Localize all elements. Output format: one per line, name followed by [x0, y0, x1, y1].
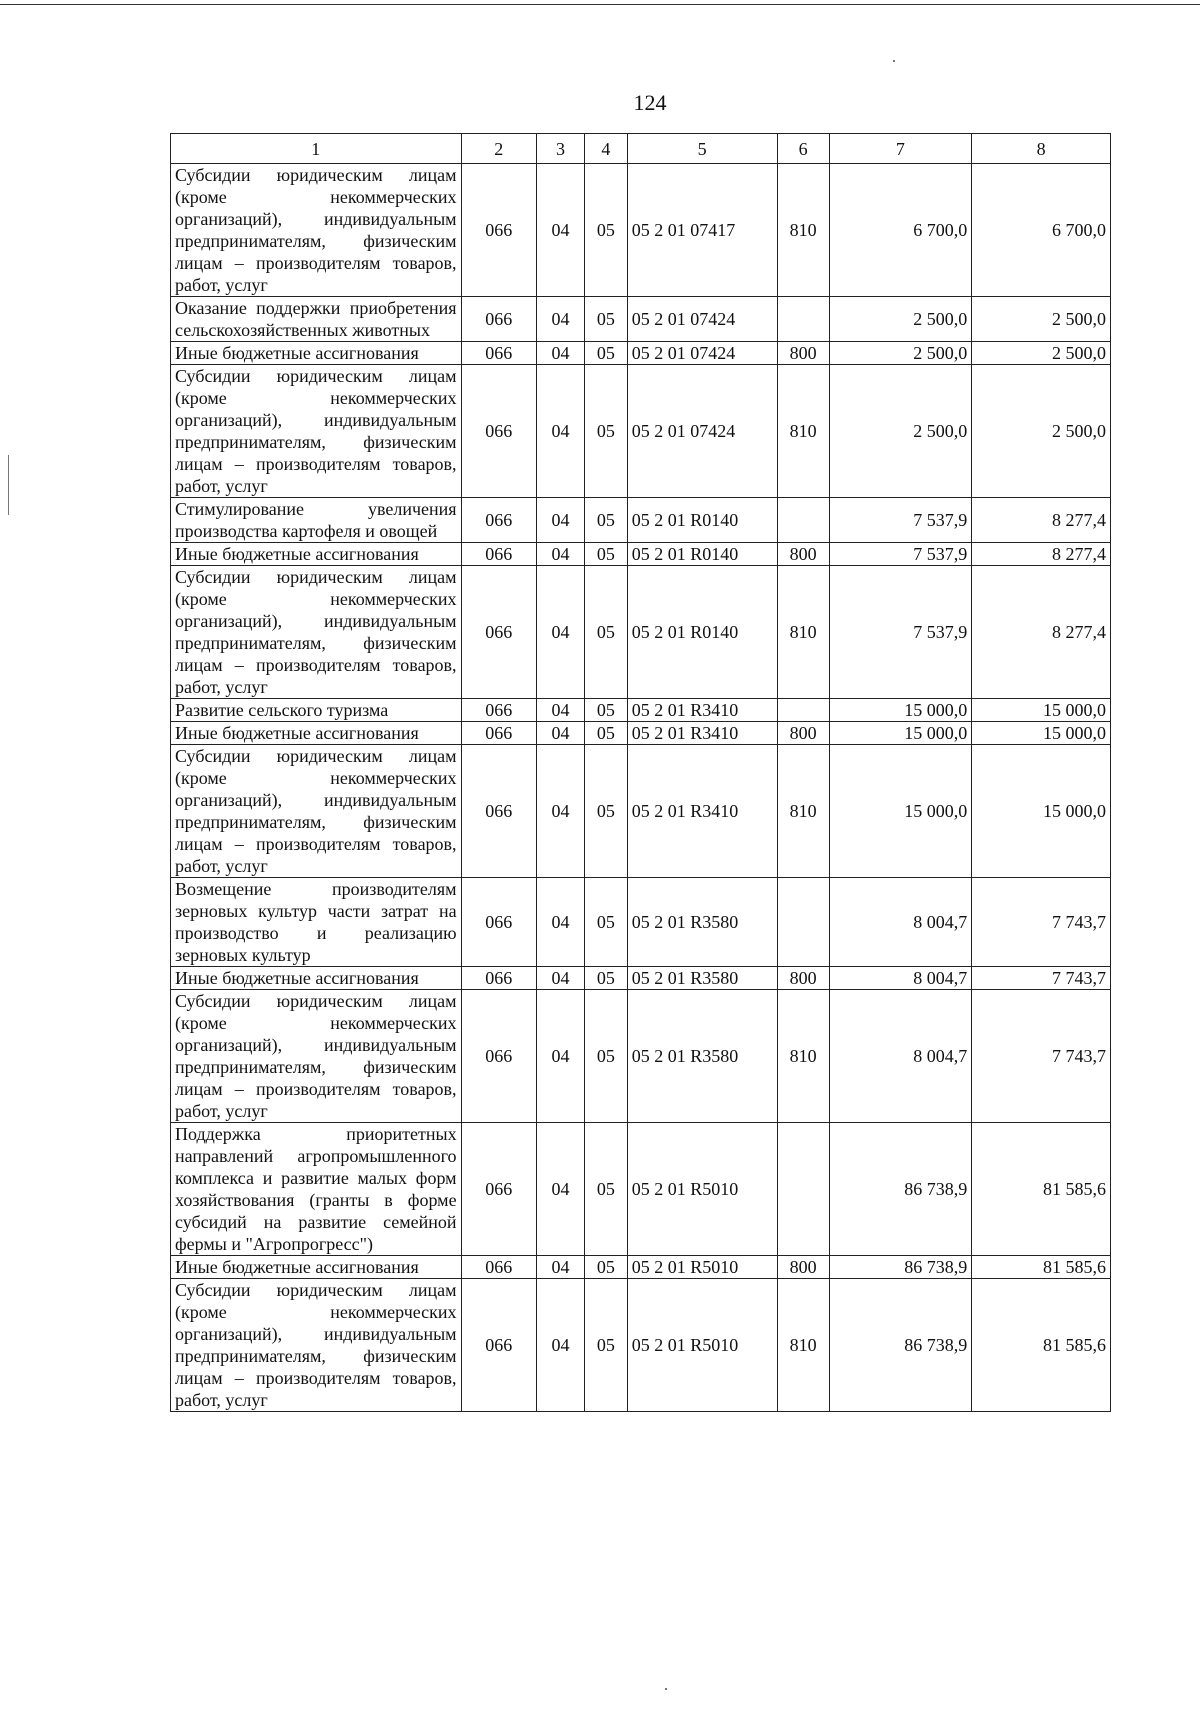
- row-name-cell: Развитие сельского туризма: [171, 699, 462, 722]
- row-target-article-cell: 05 2 01 R0140: [627, 543, 777, 566]
- row-subsection-cell: 05: [584, 722, 627, 745]
- table-row: [171, 543, 1111, 566]
- row-name-cell: Возмещение производителям зерновых культур части затрат на производство и реализацию зерновых культур: [171, 878, 462, 967]
- row-subsection-cell: 05: [584, 990, 627, 1123]
- row-section-cell: 04: [537, 878, 585, 967]
- row-name-cell: Поддержка приоритетных направлений агропромышленного комплекса и развитие малых форм хозяйствования (гранты в форме субсидий на развитие семейной фермы и "Агропрогресс"): [171, 1123, 462, 1256]
- row-amount-year2-cell: 2 500,0: [972, 297, 1111, 342]
- table-row: [171, 566, 1111, 699]
- row-expense-type-cell: [777, 297, 829, 342]
- row-amount-year2-cell: 15 000,0: [972, 699, 1111, 722]
- row-ministry-code-cell: 066: [461, 878, 536, 967]
- row-ministry-code-cell: 066: [461, 990, 536, 1123]
- row-target-article-cell: 05 2 01 R5010: [627, 1279, 777, 1412]
- row-ministry-code-cell: 066: [461, 365, 536, 498]
- header-col-1: 1: [171, 134, 462, 164]
- row-name-cell: Иные бюджетные ассигнования: [171, 543, 462, 566]
- row-amount-year1-cell: 6 700,0: [829, 164, 972, 297]
- row-amount-year1-cell: 8 004,7: [829, 990, 972, 1123]
- row-subsection-cell: 05: [584, 699, 627, 722]
- table-body: [171, 164, 1111, 1412]
- row-target-article-cell: 05 2 01 R3580: [627, 990, 777, 1123]
- header-col-5: 5: [627, 134, 777, 164]
- row-section-cell: 04: [537, 699, 585, 722]
- row-section-cell: 04: [537, 342, 585, 365]
- scan-artifact: [8, 455, 9, 515]
- row-name-cell: Иные бюджетные ассигнования: [171, 342, 462, 365]
- header-col-2: 2: [461, 134, 536, 164]
- row-section-cell: 04: [537, 722, 585, 745]
- row-target-article-cell: 05 2 01 R3410: [627, 745, 777, 878]
- row-ministry-code-cell: 066: [461, 297, 536, 342]
- row-name-cell: Иные бюджетные ассигнования: [171, 1256, 462, 1279]
- row-subsection-cell: 05: [584, 164, 627, 297]
- row-name-cell: Субсидии юридическим лицам (кроме некоммерческих организаций), индивидуальным предпринимателям, физическим лицам – производителям товаров, работ, услуг: [171, 1279, 462, 1412]
- table-row: [171, 1256, 1111, 1279]
- row-subsection-cell: 05: [584, 297, 627, 342]
- table-header: [171, 134, 1111, 164]
- row-target-article-cell: 05 2 01 R5010: [627, 1123, 777, 1256]
- row-expense-type-cell: [777, 699, 829, 722]
- row-name-cell: Иные бюджетные ассигнования: [171, 967, 462, 990]
- table-row: [171, 722, 1111, 745]
- row-section-cell: 04: [537, 297, 585, 342]
- row-amount-year1-cell: 7 537,9: [829, 566, 972, 699]
- row-name-cell: Субсидии юридическим лицам (кроме некоммерческих организаций), индивидуальным предпринимателям, физическим лицам – производителям товаров, работ, услуг: [171, 745, 462, 878]
- row-amount-year2-cell: 7 743,7: [972, 967, 1111, 990]
- row-amount-year1-cell: 7 537,9: [829, 498, 972, 543]
- row-target-article-cell: 05 2 01 07424: [627, 365, 777, 498]
- row-target-article-cell: 05 2 01 R3410: [627, 722, 777, 745]
- row-amount-year1-cell: 8 004,7: [829, 878, 972, 967]
- row-amount-year2-cell: 81 585,6: [972, 1256, 1111, 1279]
- row-expense-type-cell: 800: [777, 543, 829, 566]
- row-ministry-code-cell: 066: [461, 1123, 536, 1256]
- row-amount-year2-cell: 6 700,0: [972, 164, 1111, 297]
- row-amount-year1-cell: 15 000,0: [829, 745, 972, 878]
- row-amount-year1-cell: 2 500,0: [829, 342, 972, 365]
- row-ministry-code-cell: 066: [461, 1279, 536, 1412]
- row-ministry-code-cell: 066: [461, 342, 536, 365]
- row-subsection-cell: 05: [584, 1123, 627, 1256]
- row-ministry-code-cell: 066: [461, 967, 536, 990]
- row-subsection-cell: 05: [584, 878, 627, 967]
- row-expense-type-cell: 800: [777, 1256, 829, 1279]
- row-amount-year1-cell: 86 738,9: [829, 1279, 972, 1412]
- row-subsection-cell: 05: [584, 1256, 627, 1279]
- row-amount-year1-cell: 86 738,9: [829, 1123, 972, 1256]
- row-amount-year1-cell: 15 000,0: [829, 722, 972, 745]
- row-amount-year1-cell: 15 000,0: [829, 699, 972, 722]
- row-target-article-cell: 05 2 01 07424: [627, 297, 777, 342]
- row-amount-year2-cell: 2 500,0: [972, 342, 1111, 365]
- row-amount-year1-cell: 86 738,9: [829, 1256, 972, 1279]
- row-subsection-cell: 05: [584, 967, 627, 990]
- row-amount-year2-cell: 8 277,4: [972, 566, 1111, 699]
- budget-table: [170, 133, 1111, 1412]
- row-expense-type-cell: [777, 498, 829, 543]
- row-expense-type-cell: 800: [777, 342, 829, 365]
- row-amount-year2-cell: 2 500,0: [972, 365, 1111, 498]
- row-name-cell: Стимулирование увеличения производства картофеля и овощей: [171, 498, 462, 543]
- row-expense-type-cell: 810: [777, 990, 829, 1123]
- row-target-article-cell: 05 2 01 R3580: [627, 967, 777, 990]
- row-subsection-cell: 05: [584, 543, 627, 566]
- table-row: [171, 699, 1111, 722]
- row-name-cell: Субсидии юридическим лицам (кроме некоммерческих организаций), индивидуальным предпринимателям, физическим лицам – производителям товаров, работ, услуг: [171, 990, 462, 1123]
- row-section-cell: 04: [537, 967, 585, 990]
- row-ministry-code-cell: 066: [461, 543, 536, 566]
- row-ministry-code-cell: 066: [461, 498, 536, 543]
- header-col-3: 3: [537, 134, 585, 164]
- row-name-cell: Субсидии юридическим лицам (кроме некоммерческих организаций), индивидуальным предпринимателям, физическим лицам – производителям товаров, работ, услуг: [171, 566, 462, 699]
- row-subsection-cell: 05: [584, 745, 627, 878]
- row-amount-year2-cell: 15 000,0: [972, 722, 1111, 745]
- table-row: [171, 297, 1111, 342]
- row-subsection-cell: 05: [584, 498, 627, 543]
- row-expense-type-cell: 810: [777, 365, 829, 498]
- row-target-article-cell: 05 2 01 R3580: [627, 878, 777, 967]
- row-section-cell: 04: [537, 745, 585, 878]
- row-expense-type-cell: 810: [777, 164, 829, 297]
- row-section-cell: 04: [537, 498, 585, 543]
- row-section-cell: 04: [537, 1256, 585, 1279]
- row-target-article-cell: 05 2 01 R0140: [627, 498, 777, 543]
- row-expense-type-cell: [777, 878, 829, 967]
- table-row: [171, 164, 1111, 297]
- row-amount-year2-cell: 8 277,4: [972, 498, 1111, 543]
- table-row: [171, 365, 1111, 498]
- header-col-4: 4: [584, 134, 627, 164]
- row-ministry-code-cell: 066: [461, 1256, 536, 1279]
- row-expense-type-cell: [777, 1123, 829, 1256]
- row-target-article-cell: 05 2 01 07417: [627, 164, 777, 297]
- row-section-cell: 04: [537, 164, 585, 297]
- row-ministry-code-cell: 066: [461, 745, 536, 878]
- row-ministry-code-cell: 066: [461, 699, 536, 722]
- table-row: [171, 498, 1111, 543]
- row-section-cell: 04: [537, 990, 585, 1123]
- row-subsection-cell: 05: [584, 365, 627, 498]
- row-amount-year2-cell: 81 585,6: [972, 1123, 1111, 1256]
- table-row: [171, 1123, 1111, 1256]
- row-name-cell: Субсидии юридическим лицам (кроме некоммерческих организаций), индивидуальным предпринимателям, физическим лицам – производителям товаров, работ, услуг: [171, 164, 462, 297]
- row-amount-year2-cell: 15 000,0: [972, 745, 1111, 878]
- row-amount-year1-cell: 2 500,0: [829, 297, 972, 342]
- row-expense-type-cell: 810: [777, 745, 829, 878]
- row-section-cell: 04: [537, 365, 585, 498]
- page-number: 124: [633, 90, 667, 115]
- scan-artifact: [893, 60, 895, 62]
- row-subsection-cell: 05: [584, 1279, 627, 1412]
- scan-top-border: [0, 4, 1200, 5]
- row-amount-year2-cell: 81 585,6: [972, 1279, 1111, 1412]
- row-subsection-cell: 05: [584, 342, 627, 365]
- row-expense-type-cell: 800: [777, 722, 829, 745]
- header-col-8: 8: [972, 134, 1111, 164]
- table-row: [171, 878, 1111, 967]
- scan-artifact: [665, 1688, 667, 1690]
- header-col-6: 6: [777, 134, 829, 164]
- row-target-article-cell: 05 2 01 R0140: [627, 566, 777, 699]
- row-target-article-cell: 05 2 01 R3410: [627, 699, 777, 722]
- row-expense-type-cell: 800: [777, 967, 829, 990]
- row-ministry-code-cell: 066: [461, 722, 536, 745]
- row-amount-year2-cell: 8 277,4: [972, 543, 1111, 566]
- row-subsection-cell: 05: [584, 566, 627, 699]
- row-section-cell: 04: [537, 566, 585, 699]
- row-section-cell: 04: [537, 1123, 585, 1256]
- row-ministry-code-cell: 066: [461, 566, 536, 699]
- table-row: [171, 1279, 1111, 1412]
- row-amount-year1-cell: 8 004,7: [829, 967, 972, 990]
- row-target-article-cell: 05 2 01 07424: [627, 342, 777, 365]
- row-name-cell: Иные бюджетные ассигнования: [171, 722, 462, 745]
- row-amount-year2-cell: 7 743,7: [972, 990, 1111, 1123]
- row-name-cell: Оказание поддержки приобретения сельскохозяйственных животных: [171, 297, 462, 342]
- row-expense-type-cell: 810: [777, 1279, 829, 1412]
- table-row: [171, 342, 1111, 365]
- row-expense-type-cell: 810: [777, 566, 829, 699]
- row-section-cell: 04: [537, 1279, 585, 1412]
- row-ministry-code-cell: 066: [461, 164, 536, 297]
- row-amount-year2-cell: 7 743,7: [972, 878, 1111, 967]
- row-amount-year1-cell: 7 537,9: [829, 543, 972, 566]
- table-row: [171, 745, 1111, 878]
- table-row: [171, 967, 1111, 990]
- row-target-article-cell: 05 2 01 R5010: [627, 1256, 777, 1279]
- table-row: [171, 990, 1111, 1123]
- row-amount-year1-cell: 2 500,0: [829, 365, 972, 498]
- row-section-cell: 04: [537, 543, 585, 566]
- header-row: [171, 134, 1111, 164]
- row-name-cell: Субсидии юридическим лицам (кроме некоммерческих организаций), индивидуальным предпринимателям, физическим лицам – производителям товаров, работ, услуг: [171, 365, 462, 498]
- header-col-7: 7: [829, 134, 972, 164]
